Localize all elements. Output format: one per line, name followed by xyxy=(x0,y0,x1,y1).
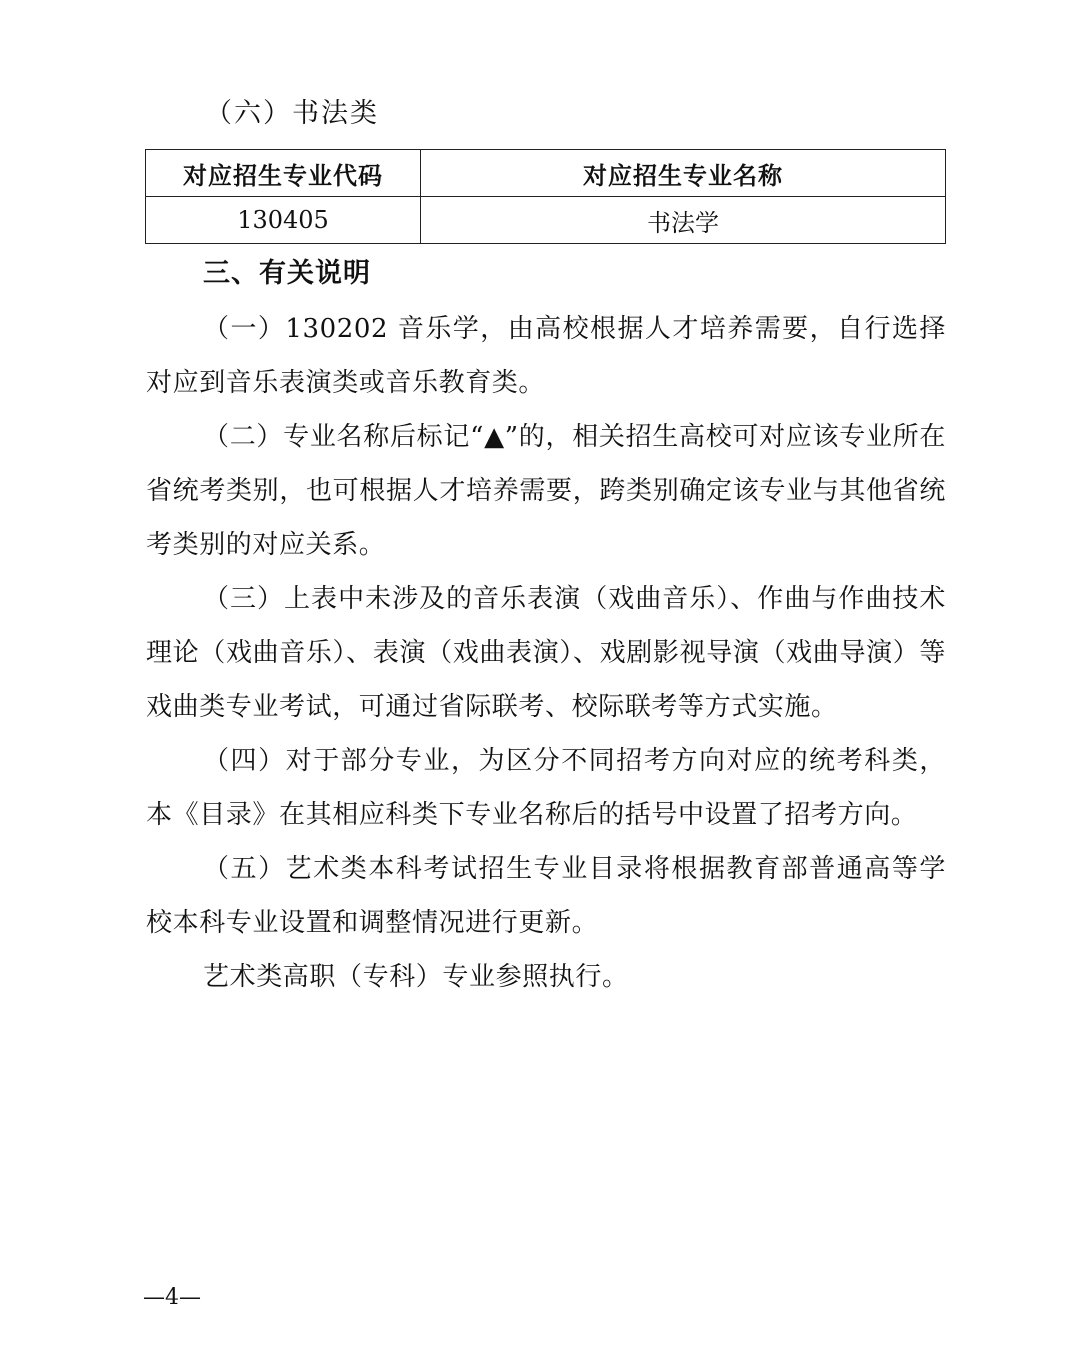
table-header-name: 对应招生专业名称 xyxy=(421,150,946,197)
table-header-row xyxy=(146,150,946,197)
note-paragraph-5: （五）艺术类本科考试招生专业目录将根据教育部普通高等学校本科专业设置和调整情况进行更新。 xyxy=(146,854,946,938)
note-paragraph-4: （四）对于部分专业，为区分不同招考方向对应的统考科类，本《目录》在其相应科类下专业名称后的括号中设置了招考方向。 xyxy=(146,746,946,830)
table-row xyxy=(146,197,946,244)
table-header-code: 对应招生专业代码 xyxy=(146,150,421,197)
explanation-notes xyxy=(146,302,946,1004)
table-cell-name: 书法学 xyxy=(421,197,946,244)
note-paragraph-1: （一）130202 音乐学，由高校根据人才培养需要，自行选择对应到音乐表演类或音乐教育类。 xyxy=(146,314,946,398)
note-paragraph-3: （三）上表中未涉及的音乐表演（戏曲音乐）、作曲与作曲技术理论（戏曲音乐）、表演（戏曲表演）、戏剧影视导演（戏曲导演）等戏曲类专业考试，可通过省际联考、校际联考等方式实施。 xyxy=(146,584,946,722)
note-paragraph-6: 艺术类高职（专科）专业参照执行。 xyxy=(203,962,629,992)
major-table xyxy=(145,149,946,244)
section-title: （六）书法类 xyxy=(205,98,379,129)
note-paragraph-2: （二）专业名称后标记“▲”的，相关招生高校可对应该专业所在省统考类别，也可根据人才培养需要，跨类别确定该专业与其他省统考类别的对应关系。 xyxy=(146,422,946,560)
explanation-heading: 三、有关说明 xyxy=(203,258,371,289)
table-cell-code: 130405 xyxy=(146,197,421,244)
page-number: —4— xyxy=(143,1285,201,1310)
